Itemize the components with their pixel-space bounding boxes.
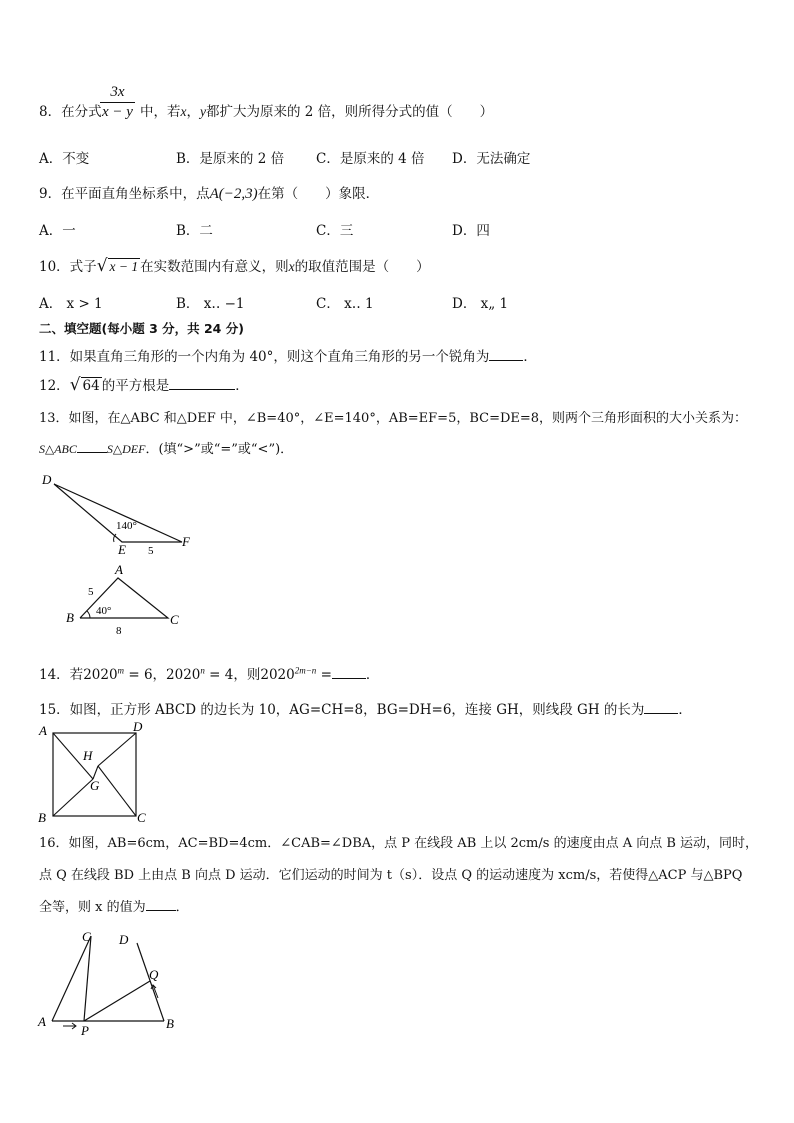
q8-fraction (100, 84, 135, 121)
q12-radicand: 64 (82, 378, 100, 394)
q9-prefix: 9．在平面直角坐标系中，点 (39, 186, 210, 202)
q10-radicand: x − 1 (109, 259, 139, 274)
q9-option-d: D．四 (452, 223, 490, 239)
q13-answer-blank (77, 440, 107, 453)
q12-suffix: 的平方根是 (101, 378, 170, 394)
q10-middle: 在实数范围内有意义，则 (140, 259, 289, 275)
question-14: 14．若$2020^m = 6$，$2020^n = 4$，则$2020^{2m-n}$ = ． (39, 665, 380, 683)
q9-option-c: C．三 (316, 223, 354, 239)
q14-exp-2mn: 2m−n (294, 665, 317, 676)
q8-option-d: D．无法确定 (452, 151, 531, 167)
q8-var-y: y (200, 104, 206, 119)
section-heading: 二、填空题(每小题 3 分，共 24 分) (39, 321, 244, 336)
q13-length-ab: 5 (88, 586, 94, 598)
q9-suffix: 在第（ ）象限． (257, 186, 380, 202)
q8-option-c: C．是原来的 4 倍 (316, 151, 425, 167)
question-9 (39, 182, 379, 203)
question-12: 12．√ 64 的平方根是 ． (39, 375, 249, 395)
q13-figure-abc (60, 560, 200, 640)
q14-exp-m: m (117, 665, 125, 676)
q15-label-h: H (83, 748, 93, 763)
question-13-line2 (39, 438, 293, 457)
q16-label-c: C (82, 929, 91, 944)
q8-suffix-a: 中，若 (140, 104, 181, 120)
q9-option-a: A．一 (39, 223, 76, 239)
q15-label-c: C (137, 810, 146, 824)
q16-answer-blank (146, 898, 176, 911)
q8-option-b: B．是原来的 2 倍 (176, 151, 285, 167)
q15-answer-blank (644, 701, 678, 714)
q16-label-a: A (38, 1014, 46, 1029)
q13-triangle-def (54, 484, 182, 542)
q13-label-c: C (170, 612, 179, 627)
q14-answer-blank (332, 666, 366, 679)
q16-segment-pq (84, 981, 150, 1021)
q12-answer-blank (169, 377, 235, 390)
q8-fraction-numerator: 3x (110, 84, 125, 100)
question-16-line2: 点 Q 在线段 BD 上由点 B 向点 D 运动．它们运动的时间为 t（s）．设点 Q 的运动速度为 xcm/s，若使得△ACP 与△BPQ (39, 868, 743, 883)
q13-angle-arc-b (87, 611, 90, 618)
q15-label-a: A (39, 723, 47, 738)
q15-label-d: D (133, 719, 143, 734)
q16-label-b: B (166, 1016, 174, 1031)
q15-text: 15．如图，正方形 ABCD 的边长为 10，AG=CH=8，BG=DH=6，连接 GH，则线段 GH 的长为 (39, 702, 645, 718)
q8-suffix-b: 都扩大为原来的 2 倍，则所得分式的值（ ） (206, 104, 494, 120)
question-11: 11．如果直角三角形的一个内角为 40°，则这个直角三角形的另一个锐角为 ． (39, 349, 537, 365)
q13-length-bc: 8 (116, 625, 122, 637)
q13-triangle-abc (80, 578, 168, 618)
q13-label-f: F (182, 534, 190, 549)
q10-option-b: B． x‥ −1 (176, 296, 245, 312)
question-10: 10．式子√ x − 1 在实数范围内有意义，则x的取值范围是（ ） (39, 256, 430, 276)
question-16-line1: 16．如图，AB=6cm，AC=BD=4cm．∠CAB=∠DBA，点 P 在线段 AB 上以 2cm/s 的速度由点 A 向点 B 运动，同时， (39, 836, 759, 851)
q8-prefix: 8．在分式 (39, 104, 102, 120)
question-13-line1: 13．如图，在△ABC 和△DEF 中，∠B=40°，∠E=140°，AB=EF=5，BC=DE=8，则两个三角形面积的大小关系为： (39, 411, 748, 426)
q13-label-b: B (66, 610, 74, 625)
q8-var-x: x (180, 104, 187, 119)
q16-figure (30, 922, 190, 1038)
q10-suffix: 的取值范围是（ ） (294, 259, 430, 275)
q13-label-d: D (42, 472, 52, 487)
q8-fraction-denominator: x − y (102, 104, 133, 120)
q16-line3-text: 全等，则 x 的值为 (39, 900, 146, 915)
q9-point: A(−2,3) (209, 186, 258, 202)
q9-option-b: B．二 (176, 223, 213, 239)
q10-var: x (288, 259, 295, 274)
q13-angle-40: 40° (96, 605, 112, 617)
q14-exp-n: n (200, 665, 205, 676)
q8-sep: ， (186, 104, 200, 120)
q10-prefix: 10．式子 (39, 259, 97, 275)
q8-option-a: A．不变 (39, 151, 90, 167)
q12-prefix: 12． (39, 378, 70, 394)
question-16-line3: 全等，则 x 的值为 ． (39, 900, 189, 915)
q13-label-a: A (115, 562, 123, 577)
q16-label-p: P (81, 1023, 89, 1038)
q15-label-b: B (38, 810, 46, 824)
q16-segment-bd (137, 943, 164, 1021)
q10-option-a: A． x > 1 (39, 296, 103, 312)
q16-label-d: D (119, 932, 129, 947)
q13-s-abc: S△ABC (39, 442, 77, 456)
q13-figure-def (30, 468, 210, 563)
q11-text: 11．如果直角三角形的一个内角为 40°，则这个直角三角形的另一个锐角为 (39, 349, 490, 365)
q10-option-d: D． x„ 1 (452, 296, 509, 312)
q14-prefix: 14．若 (39, 667, 84, 683)
q13-length-ef: 5 (148, 545, 154, 557)
question-15: 15．如图，正方形 ABCD 的边长为 10，AG=CH=8，BG=DH=6，连接 GH，则线段 GH 的长为 ． (39, 702, 692, 718)
q13-line2-suffix: ．(填“>”或“=”或“<”)． (145, 442, 294, 457)
q15-label-g: G (90, 778, 100, 793)
q13-s-def: S△DEF (106, 442, 146, 456)
q15-figure-square (34, 718, 154, 824)
q16-label-q: Q (149, 967, 159, 982)
q13-angle-140: 140° (116, 520, 137, 532)
q10-option-c: C． x‥ 1 (316, 296, 374, 312)
q11-answer-blank (489, 348, 523, 361)
q13-label-e: E (118, 542, 126, 557)
